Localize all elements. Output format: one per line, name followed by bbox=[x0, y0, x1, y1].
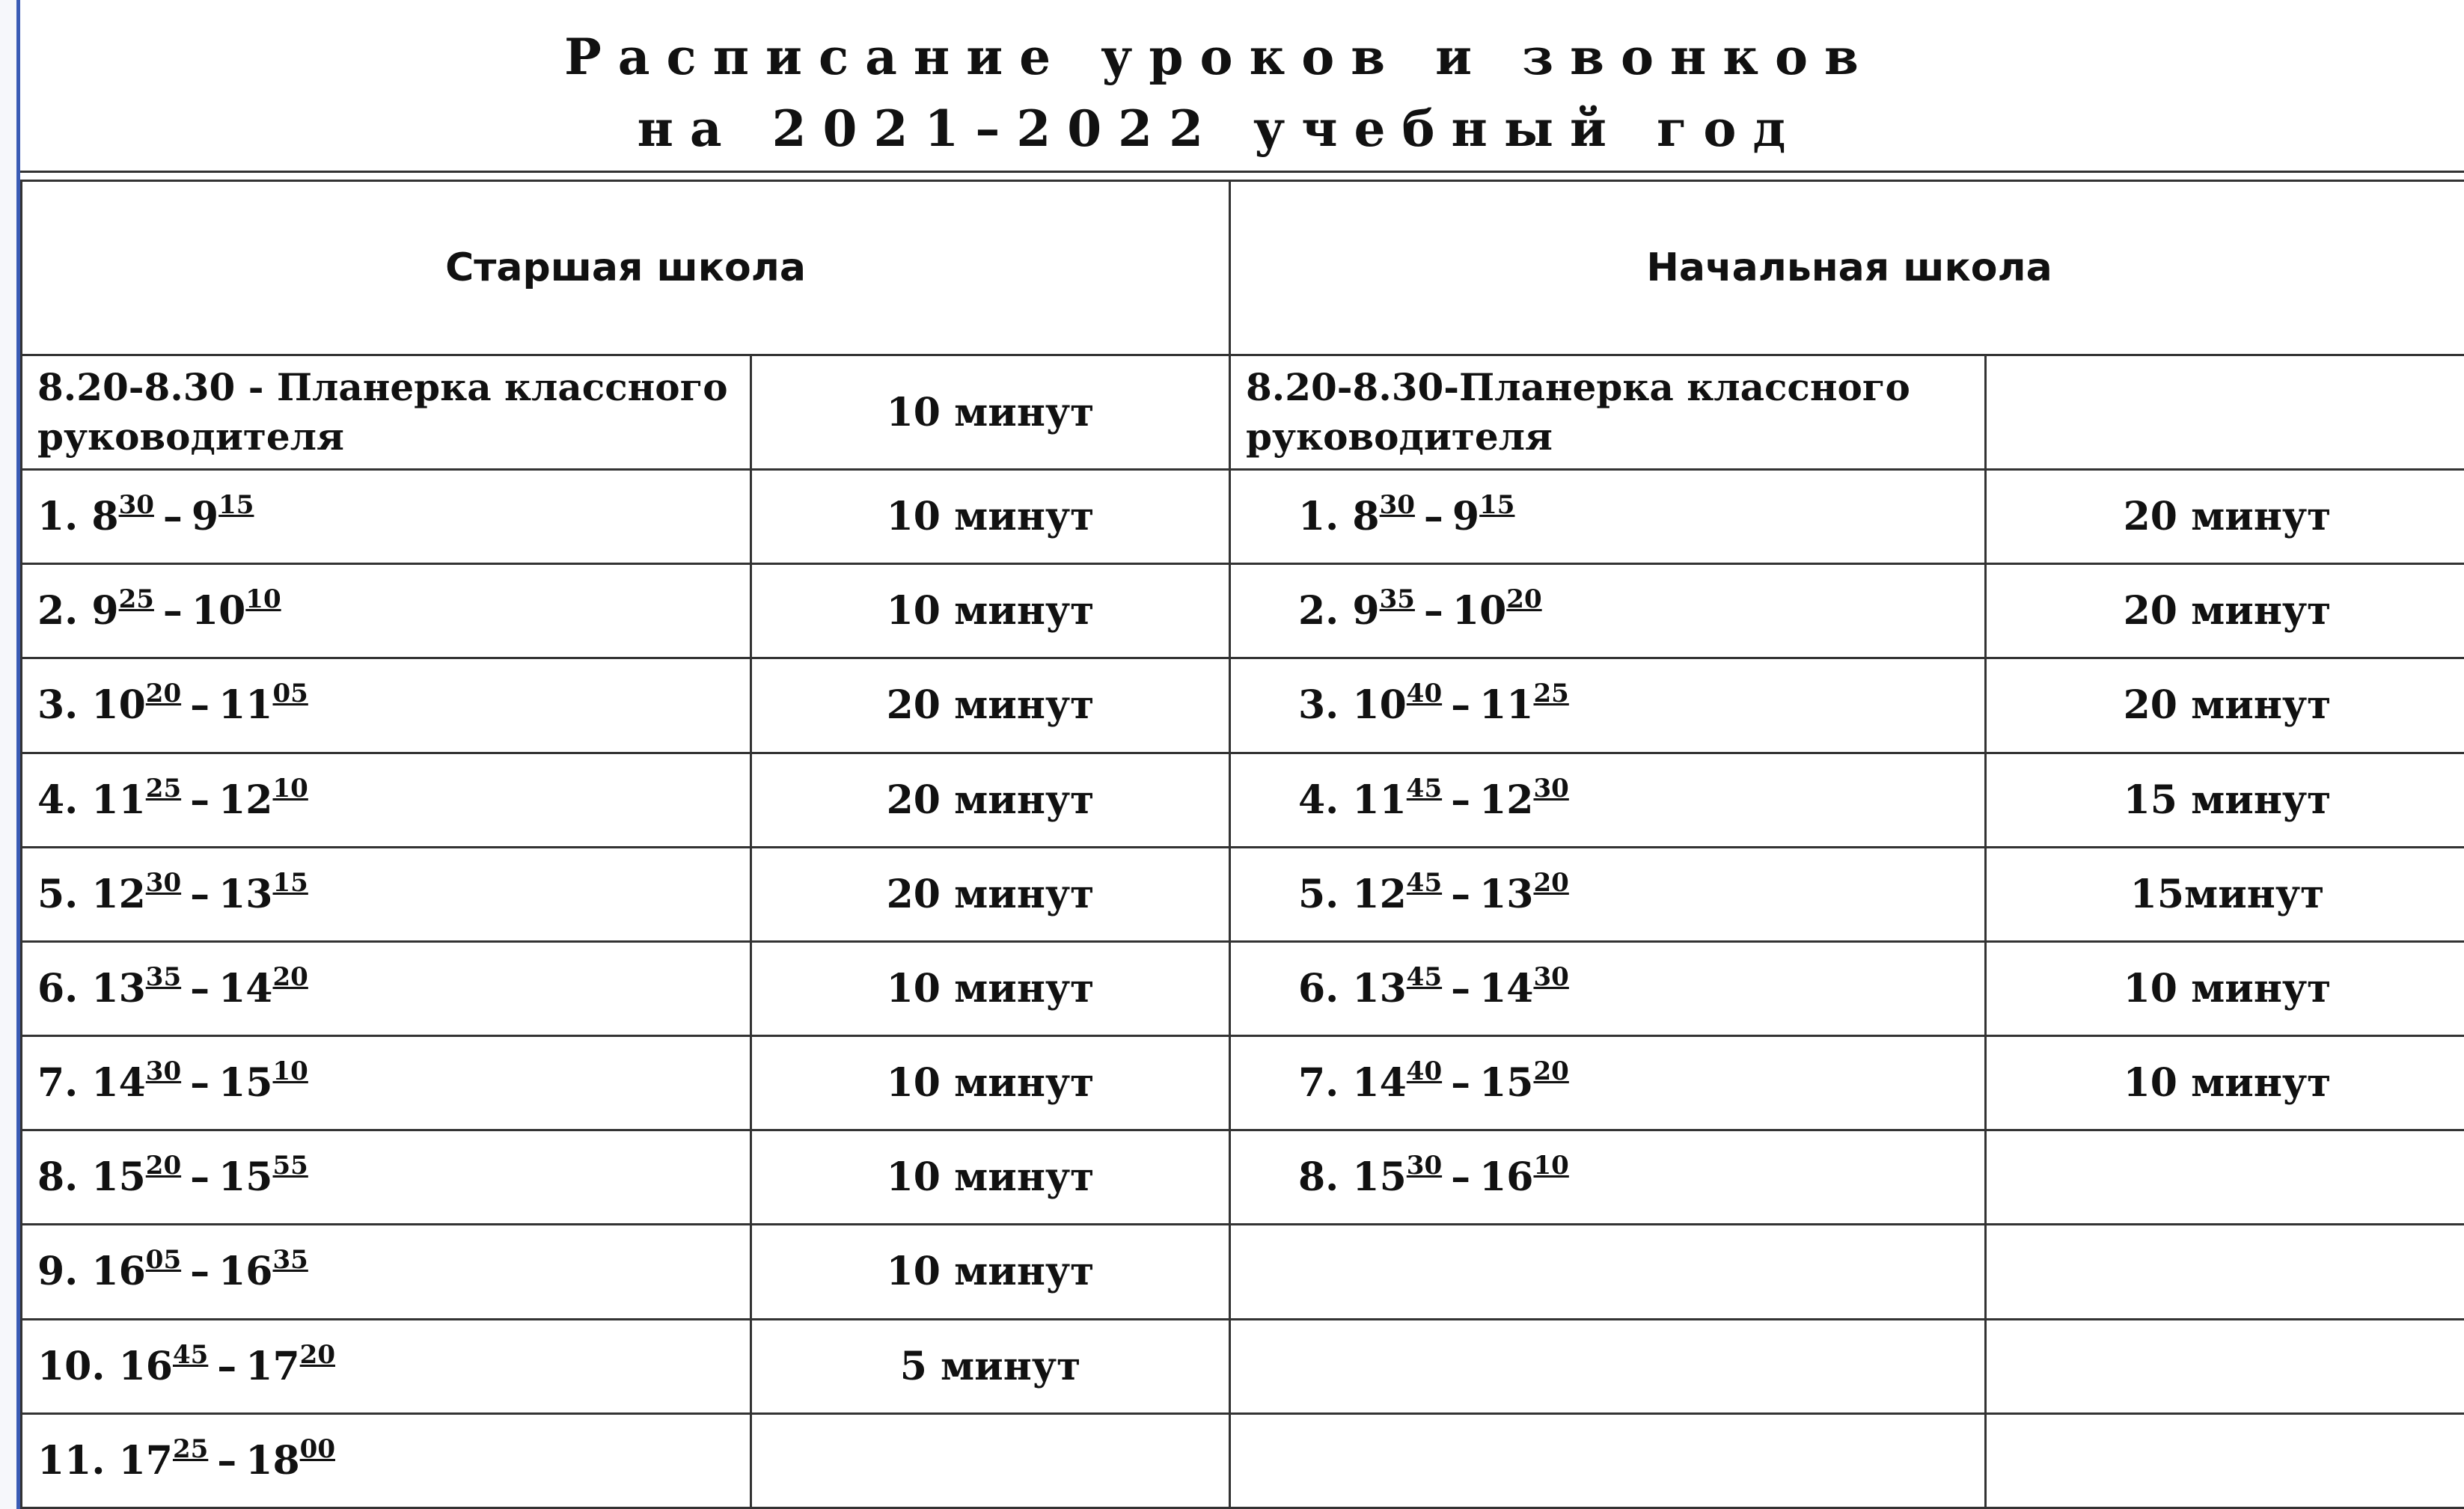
end-hour: 14 bbox=[1479, 965, 1534, 1011]
end-hour: 12 bbox=[1479, 777, 1534, 823]
end-minutes: 10 bbox=[1533, 1151, 1569, 1181]
primary-break-duration bbox=[1986, 1319, 2464, 1413]
senior-lesson-time bbox=[22, 1413, 751, 1508]
primary-break-duration: 15 минут bbox=[1986, 753, 2464, 847]
primary-break-duration: 10 минут bbox=[1986, 941, 2464, 1035]
lesson-number: 2. bbox=[1298, 588, 1339, 634]
dash: – bbox=[1451, 871, 1471, 917]
start-hour: 14 bbox=[91, 1060, 146, 1107]
senior-break-duration: 20 минут bbox=[751, 847, 1230, 941]
start-minutes: 30 bbox=[1379, 490, 1415, 521]
dash: – bbox=[190, 1060, 210, 1107]
primary-break-duration: 20 минут bbox=[1986, 470, 2464, 564]
title-line-1: Расписание уроков и звонков bbox=[564, 28, 1875, 86]
senior-break-duration: 10 минут bbox=[751, 1036, 1230, 1130]
start-minutes: 30 bbox=[145, 867, 182, 898]
title-block bbox=[20, 0, 2464, 173]
end-hour: 10 bbox=[1452, 588, 1507, 634]
primary-break-duration: 20 минут bbox=[1986, 658, 2464, 753]
lesson-number: 7. bbox=[1298, 1060, 1339, 1107]
title-line-2: на 2021–2022 учебный год bbox=[637, 100, 1803, 158]
senior-lesson-time bbox=[22, 1319, 751, 1413]
dash: – bbox=[1423, 588, 1443, 634]
end-hour: 10 bbox=[191, 588, 246, 634]
start-minutes: 20 bbox=[145, 1151, 182, 1181]
dash: – bbox=[190, 682, 210, 729]
end-minutes: 35 bbox=[272, 1245, 308, 1276]
lesson-row bbox=[22, 470, 2464, 564]
primary-lesson-time bbox=[1230, 1130, 1986, 1225]
lesson-number: 6. bbox=[1298, 965, 1339, 1011]
lesson-number: 7. bbox=[37, 1060, 79, 1107]
end-hour: 11 bbox=[218, 682, 273, 729]
senior-break-duration: 5 минут bbox=[751, 1319, 1230, 1413]
senior-planerka-break: 10 минут bbox=[751, 355, 1230, 470]
start-minutes: 30 bbox=[1406, 1151, 1443, 1181]
end-minutes: 20 bbox=[1533, 867, 1569, 898]
start-hour: 15 bbox=[91, 1154, 146, 1201]
start-minutes: 30 bbox=[145, 1056, 182, 1087]
dash: – bbox=[1451, 682, 1471, 729]
start-hour: 8 bbox=[91, 494, 119, 540]
start-minutes: 20 bbox=[145, 679, 182, 709]
end-minutes: 10 bbox=[272, 1056, 308, 1087]
start-hour: 10 bbox=[1352, 682, 1407, 729]
primary-lesson-time bbox=[1230, 1036, 1986, 1130]
start-minutes: 30 bbox=[118, 490, 154, 521]
lesson-number: 5. bbox=[1298, 871, 1339, 917]
senior-lesson-time bbox=[22, 1036, 751, 1130]
dash: – bbox=[190, 777, 210, 823]
dash: – bbox=[190, 1249, 210, 1295]
senior-break-duration: 10 минут bbox=[751, 470, 1230, 564]
start-minutes: 25 bbox=[172, 1433, 209, 1464]
lesson-number: 5. bbox=[37, 871, 79, 917]
senior-lesson-time bbox=[22, 564, 751, 658]
end-minutes: 15 bbox=[272, 867, 308, 898]
end-minutes: 20 bbox=[272, 961, 308, 992]
lesson-row bbox=[22, 1036, 2464, 1130]
senior-break-duration: 20 минут bbox=[751, 753, 1230, 847]
start-hour: 13 bbox=[1352, 965, 1407, 1011]
schedule-body bbox=[22, 181, 2464, 1508]
end-minutes: 20 bbox=[1506, 584, 1542, 615]
senior-lesson-time bbox=[22, 753, 751, 847]
lesson-number: 3. bbox=[37, 682, 79, 729]
lesson-row bbox=[22, 847, 2464, 941]
end-hour: 15 bbox=[1479, 1060, 1534, 1107]
dash: – bbox=[1451, 1154, 1471, 1201]
planerka-row bbox=[22, 355, 2464, 470]
dash: – bbox=[1451, 965, 1471, 1011]
senior-break-duration: 10 минут bbox=[751, 1130, 1230, 1225]
end-minutes: 10 bbox=[245, 584, 281, 615]
start-hour: 16 bbox=[118, 1343, 173, 1389]
start-minutes: 45 bbox=[1406, 773, 1443, 804]
start-hour: 11 bbox=[91, 777, 146, 823]
end-minutes: 20 bbox=[1533, 1056, 1569, 1087]
senior-break-duration: 10 минут bbox=[751, 1225, 1230, 1319]
start-hour: 14 bbox=[1352, 1060, 1407, 1107]
primary-planerka-text: 8.20-8.30-Планерка классного руководителя bbox=[1246, 365, 1910, 459]
start-minutes: 25 bbox=[145, 773, 182, 804]
primary-lesson-time bbox=[1230, 1225, 1986, 1319]
start-minutes: 35 bbox=[145, 961, 182, 992]
lesson-number: 1. bbox=[37, 494, 79, 540]
start-hour: 12 bbox=[91, 871, 146, 917]
primary-break-duration bbox=[1986, 1413, 2464, 1508]
end-minutes: 30 bbox=[1533, 961, 1569, 992]
primary-break-duration: 10 минут bbox=[1986, 1036, 2464, 1130]
dash: – bbox=[217, 1343, 237, 1389]
start-hour: 17 bbox=[118, 1437, 173, 1484]
senior-break-duration: 20 минут bbox=[751, 658, 1230, 753]
senior-lesson-time bbox=[22, 1130, 751, 1225]
start-hour: 10 bbox=[91, 682, 146, 729]
start-minutes: 25 bbox=[118, 584, 154, 615]
start-hour: 11 bbox=[1352, 777, 1407, 823]
dash: – bbox=[162, 494, 183, 540]
primary-break-duration: 15минут bbox=[1986, 847, 2464, 941]
end-minutes: 10 bbox=[272, 773, 308, 804]
end-hour: 9 bbox=[1452, 494, 1480, 540]
senior-lesson-time bbox=[22, 941, 751, 1035]
start-hour: 9 bbox=[1352, 588, 1380, 634]
primary-school-header: Начальная школа bbox=[1230, 181, 2464, 355]
lesson-number: 8. bbox=[1298, 1154, 1339, 1201]
start-minutes: 45 bbox=[172, 1339, 209, 1370]
senior-planerka-text: 8.20-8.30 - Планерка классного руководителя bbox=[37, 365, 728, 459]
end-hour: 13 bbox=[218, 871, 273, 917]
primary-planerka-break bbox=[1986, 355, 2464, 470]
lesson-number: 1. bbox=[1298, 494, 1339, 540]
lesson-row bbox=[22, 1130, 2464, 1225]
dash: – bbox=[1451, 777, 1471, 823]
end-hour: 9 bbox=[191, 494, 219, 540]
end-minutes: 30 bbox=[1533, 773, 1569, 804]
start-hour: 16 bbox=[91, 1249, 146, 1295]
primary-planerka bbox=[1230, 355, 1986, 470]
start-minutes: 40 bbox=[1406, 679, 1443, 709]
primary-lesson-time bbox=[1230, 941, 1986, 1035]
dash: – bbox=[190, 871, 210, 917]
senior-lesson-time bbox=[22, 1225, 751, 1319]
end-hour: 12 bbox=[218, 777, 273, 823]
senior-lesson-time bbox=[22, 470, 751, 564]
start-minutes: 35 bbox=[1379, 584, 1415, 615]
lesson-number: 2. bbox=[37, 588, 79, 634]
senior-lesson-time bbox=[22, 847, 751, 941]
primary-lesson-time bbox=[1230, 564, 1986, 658]
lesson-row bbox=[22, 1413, 2464, 1508]
start-hour: 12 bbox=[1352, 871, 1407, 917]
end-hour: 16 bbox=[218, 1249, 273, 1295]
lesson-row bbox=[22, 941, 2464, 1035]
end-hour: 11 bbox=[1479, 682, 1534, 729]
lesson-number: 4. bbox=[37, 777, 79, 823]
start-minutes: 45 bbox=[1406, 867, 1443, 898]
lesson-row bbox=[22, 1225, 2464, 1319]
dash: – bbox=[162, 588, 183, 634]
end-minutes: 20 bbox=[299, 1339, 335, 1370]
start-hour: 13 bbox=[91, 965, 146, 1011]
lesson-row bbox=[22, 1319, 2464, 1413]
start-minutes: 45 bbox=[1406, 961, 1443, 992]
senior-planerka bbox=[22, 355, 751, 470]
start-hour: 15 bbox=[1352, 1154, 1407, 1201]
end-minutes: 25 bbox=[1533, 679, 1569, 709]
end-hour: 15 bbox=[218, 1154, 273, 1201]
dash: – bbox=[190, 1154, 210, 1201]
senior-school-header: Старшая школа bbox=[22, 181, 1230, 355]
lesson-number: 9. bbox=[37, 1249, 79, 1295]
end-hour: 18 bbox=[245, 1437, 300, 1484]
end-minutes: 15 bbox=[1479, 490, 1515, 521]
dash: – bbox=[190, 965, 210, 1011]
primary-lesson-time bbox=[1230, 847, 1986, 941]
end-hour: 17 bbox=[245, 1343, 300, 1389]
end-minutes: 05 bbox=[272, 679, 308, 709]
lesson-number: 11. bbox=[37, 1437, 106, 1484]
end-hour: 13 bbox=[1479, 871, 1534, 917]
primary-lesson-time bbox=[1230, 470, 1986, 564]
lesson-row bbox=[22, 658, 2464, 753]
end-hour: 14 bbox=[218, 965, 273, 1011]
lesson-number: 8. bbox=[37, 1154, 79, 1201]
start-hour: 9 bbox=[91, 588, 119, 634]
primary-lesson-time bbox=[1230, 1319, 1986, 1413]
lesson-number: 4. bbox=[1298, 777, 1339, 823]
start-minutes: 40 bbox=[1406, 1056, 1443, 1087]
end-minutes: 00 bbox=[299, 1433, 335, 1464]
senior-break-duration: 10 минут bbox=[751, 941, 1230, 1035]
dash: – bbox=[1423, 494, 1443, 540]
primary-lesson-time bbox=[1230, 753, 1986, 847]
senior-break-duration bbox=[751, 1413, 1230, 1508]
primary-break-duration bbox=[1986, 1225, 2464, 1319]
end-minutes: 15 bbox=[218, 490, 254, 521]
lesson-row bbox=[22, 564, 2464, 658]
senior-lesson-time bbox=[22, 658, 751, 753]
start-minutes: 05 bbox=[145, 1245, 182, 1276]
lesson-number: 6. bbox=[37, 965, 79, 1011]
lesson-number: 10. bbox=[37, 1343, 106, 1389]
schedule-sheet bbox=[16, 0, 2464, 1509]
schedule-table bbox=[20, 180, 2464, 1509]
senior-break-duration: 10 минут bbox=[751, 564, 1230, 658]
dash: – bbox=[217, 1437, 237, 1484]
primary-lesson-time bbox=[1230, 1413, 1986, 1508]
dash: – bbox=[1451, 1060, 1471, 1107]
lesson-number: 3. bbox=[1298, 682, 1339, 729]
start-hour: 8 bbox=[1352, 494, 1380, 540]
lesson-row bbox=[22, 753, 2464, 847]
header-row bbox=[22, 181, 2464, 355]
end-hour: 16 bbox=[1479, 1154, 1534, 1201]
end-minutes: 55 bbox=[272, 1151, 308, 1181]
primary-lesson-time bbox=[1230, 658, 1986, 753]
primary-break-duration: 20 минут bbox=[1986, 564, 2464, 658]
end-hour: 15 bbox=[218, 1060, 273, 1107]
primary-break-duration bbox=[1986, 1130, 2464, 1225]
